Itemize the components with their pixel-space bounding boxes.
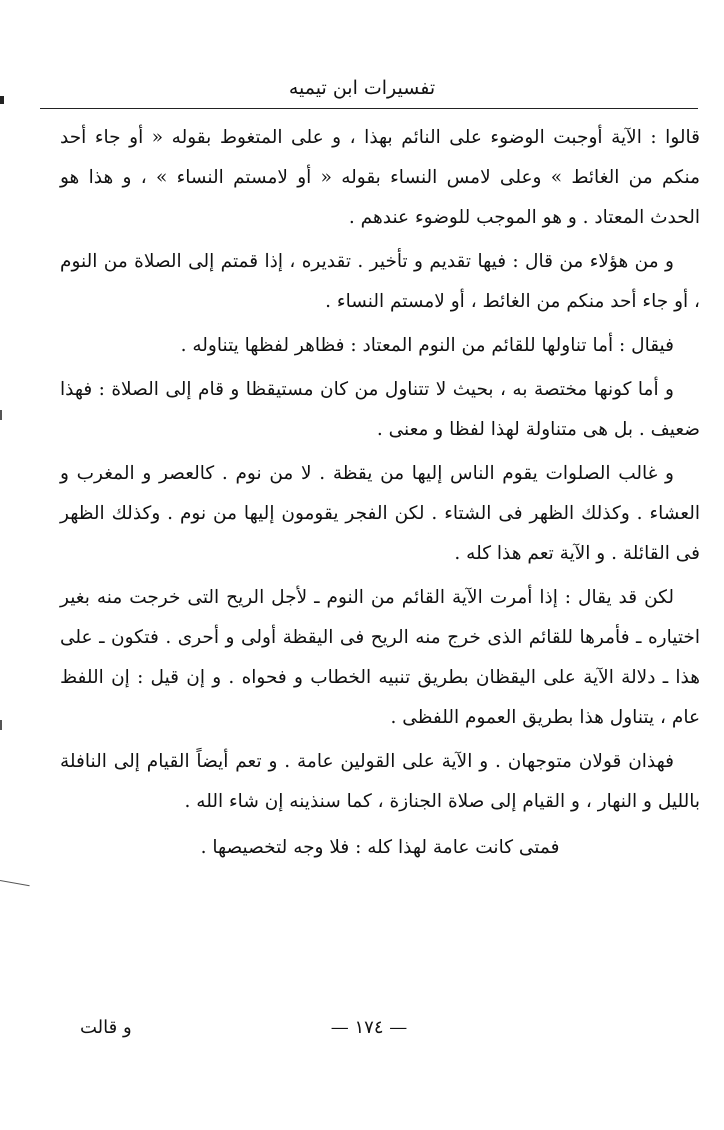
margin-mark (0, 410, 2, 420)
running-title: تفسيرات ابن تيميه (288, 77, 436, 99)
paragraph: و غالب الصلوات يقوم الناس إليها من يقظة . لا من نوم . كالعصر و المغرب و العشاء . وكذلك الظهر فى الشتاء . لكن الفجر يقومون إليها من نوم . وكذلك الظهر فى القائلة . و الآية تعم هذا كله . (60, 463, 700, 564)
paragraph: و أما كونها مختصة به ، بحيث لا تتناول من كان مستيقظا و قام إلى الصلاة : فهذا ضعيف . بل هى متناولة لهذا لفظا و معنى . (60, 379, 700, 440)
body-text (60, 118, 700, 872)
paragraph: فمتى كانت عامة لهذا كله : فلا وجه لتخصيصها . (200, 837, 560, 858)
paragraph: قالوا : الآية أوجبت الوضوء على النائم بهذا ، و على المتغوط بقوله « أو جاء أحد منكم من الغائط » وعلى لامس النساء بقوله « أو لامستم النساء » ، و هذا هو الحدث المعتاد . و هو الموجب للوضوء عندهم . (60, 127, 700, 228)
paragraph: فهذان قولان متوجهان . و الآية على القولين عامة . و تعم أيضاً القيام إلى النافلة بالليل و النهار ، و القيام إلى صلاة الجنازة ، كما سنذينه إن شاء الله . (60, 751, 700, 812)
catchword: و قالت (80, 1017, 132, 1038)
page-footer (40, 1012, 698, 1044)
paragraph: و من هؤلاء من قال : فيها تقديم و تأخير . تقديره ، إذا قمتم إلى الصلاة من النوم ، أو جاء أحد منكم من الغائط ، أو لامستم النساء . (60, 251, 700, 312)
margin-mark (0, 880, 30, 886)
paragraph: لكن قد يقال : إذا أمرت الآية القائم من النوم ـ لأجل الريح التى خرجت منه بغير اختياره ـ فأمرها للقائم الذى خرج منه الريح فى اليقظة أولى و أحرى . فتكون ـ على هذا ـ دلالة الآية على اليقظان بطريق تنبيه الخطاب و فحواه . و إن قيل : إن اللفظ عام ، يتناول هذا بطريق العموم اللفظى . (60, 587, 700, 728)
paragraph: فيقال : أما تناولها للقائم من النوم المعتاد : فظاهر لفظها يتناوله . (180, 335, 674, 356)
margin-mark (0, 720, 2, 730)
page-number: — ١٧٤ — (330, 1017, 408, 1038)
header-rule (40, 108, 698, 109)
